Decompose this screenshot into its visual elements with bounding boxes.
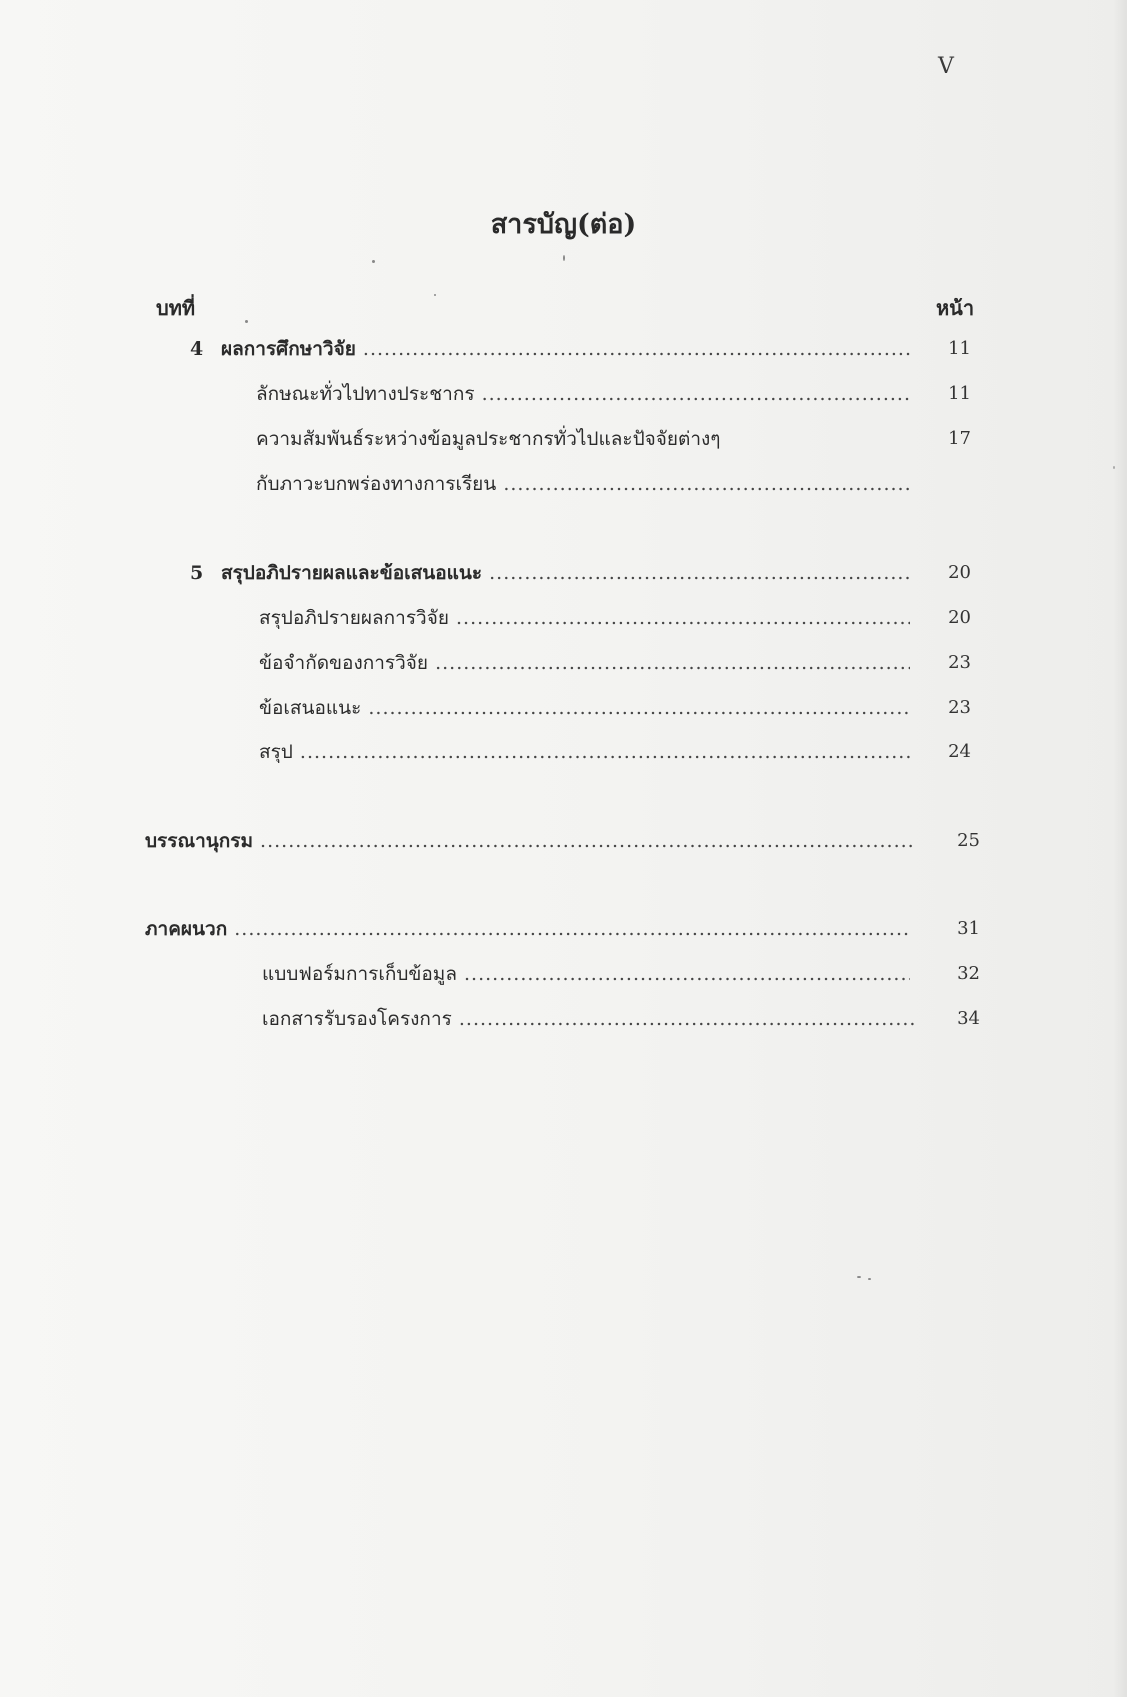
entry-page: 34 — [957, 1008, 980, 1029]
scan-speck — [868, 1278, 871, 1280]
scan-speck — [372, 260, 375, 263]
chapter-title: สรุปอภิปรายผลและข้อเสนอแนะ ..... — [221, 558, 910, 588]
chapter-number: 5 — [190, 562, 204, 584]
toc-entry — [259, 648, 980, 678]
toc-entry — [256, 424, 980, 454]
entry-label: เอกสารรับรองโครงการ ..... — [262, 1004, 914, 1034]
page-column-header: หน้า — [936, 296, 975, 320]
toc-entry — [256, 379, 980, 409]
entry-label: กับภาวะบกพร่องทางการเรียน ..... — [256, 469, 910, 499]
toc-entry — [259, 737, 980, 767]
bibliography-title: บรรณานุกรม ..... — [145, 826, 915, 856]
appendix-page: 31 — [957, 918, 980, 939]
chapter-column-header: บทที่ — [156, 296, 196, 320]
entry-page: 23 — [948, 652, 971, 673]
page-number: V — [938, 54, 954, 79]
chapter-page: 20 — [948, 562, 971, 583]
scan-speck — [857, 1276, 861, 1278]
toc-entry — [259, 603, 980, 633]
scan-speck — [563, 255, 565, 261]
entry-page: 11 — [948, 383, 971, 404]
chapter-page: 11 — [948, 338, 971, 359]
entry-label: ลักษณะทั่วไปทางประชากร ..... — [256, 379, 910, 409]
entry-page: 17 — [948, 428, 971, 449]
entry-label: ข้อเสนอแนะ ..... — [259, 693, 910, 723]
entry-page: 23 — [948, 697, 971, 718]
toc-entry — [262, 1004, 980, 1034]
toc-title: สารบัญ(ต่อ) — [490, 209, 637, 240]
page-edge-shadow — [1113, 0, 1127, 1697]
scan-speck — [245, 320, 248, 323]
toc-entry-chapter-4 — [190, 334, 980, 364]
entry-page: 24 — [948, 741, 971, 762]
entry-label: ความสัมพันธ์ระหว่างข้อมูลประชากรทั่วไปและปัจจัยต่างๆ — [256, 428, 721, 450]
entry-page: 32 — [957, 963, 980, 984]
entry-label: แบบฟอร์มการเก็บข้อมูล ..... — [262, 959, 910, 989]
entry-label: สรุป ..... — [259, 737, 910, 767]
bibliography-page: 25 — [957, 830, 980, 851]
chapter-number: 4 — [190, 338, 204, 360]
chapter-title: ผลการศึกษาวิจัย ..... — [221, 334, 910, 364]
scan-speck — [434, 294, 436, 296]
toc-entry-chapter-5 — [190, 558, 980, 588]
appendix-title: ภาคผนวก ..... — [145, 914, 910, 944]
toc-entry-bibliography — [145, 826, 980, 856]
entry-label: ข้อจำกัดของการวิจัย ..... — [259, 648, 910, 678]
toc-entry — [259, 693, 980, 723]
toc-entry-appendix — [145, 914, 980, 944]
toc-entry — [262, 959, 980, 989]
entry-label: สรุปอภิปรายผลการวิจัย ..... — [259, 603, 910, 633]
entry-page: 20 — [948, 607, 971, 628]
scan-speck — [1113, 466, 1115, 469]
toc-entry-continuation — [256, 469, 980, 499]
